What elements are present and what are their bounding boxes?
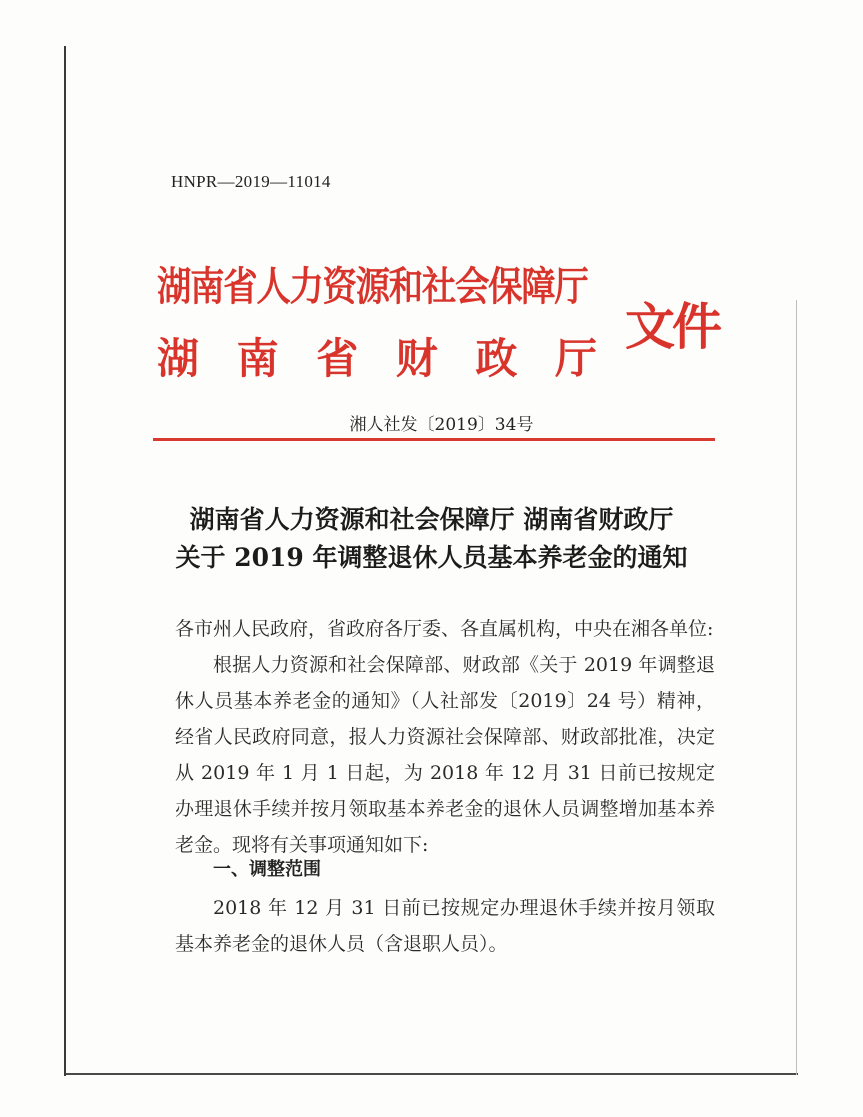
header-suffix-wenjian: 文件 xyxy=(625,298,719,356)
document-number: 湘人社发〔2019〕34号 xyxy=(349,415,534,435)
file-code: HNPR—2019—11014 xyxy=(171,172,331,191)
issuer-char: 南 xyxy=(236,334,279,383)
body-paragraph-1: 根据人力资源和社会保障部、财政部《关于 2019 年调整退休人员基本养老金的通知》（人社部发〔2019〕24 号）精神，经省人民政府同意，报人力资源社会保障部、财政部批准，决定从 2019 年 1 月 1 日起，为 2018 年 12 月 31 日前已按规定办理退休手续并按月领取基本养老金的退休人员调整增加基本养老金。现将有关事项通知如下: xyxy=(175,654,715,856)
issuer-char: 厅 xyxy=(554,334,597,383)
document-title-line1: 湖南省人力资源和社会保障厅 湖南省财政厅 xyxy=(189,505,674,534)
body-paragraph-scope: 2018 年 12 月 31 日前已按规定办理退休手续并按月领取基本养老金的退休人员（含退职人员）。 xyxy=(175,897,715,955)
issuer-char: 政 xyxy=(475,334,518,383)
section-heading-scope: 一、调整范围 xyxy=(213,859,321,880)
page-edge-bottom xyxy=(66,1073,798,1075)
issuer-char: 湖 xyxy=(157,334,200,383)
issuer-char: 省 xyxy=(316,334,359,383)
document-title-line2: 关于 2019 年调整退休人员基本养老金的通知 xyxy=(175,543,688,572)
issuer-name-line2 xyxy=(157,326,597,386)
issuer-char: 财 xyxy=(395,334,438,383)
salutation: 各市州人民政府，省政府各厅委、各直属机构，中央在湘各单位: xyxy=(175,618,714,640)
issuer-name-line1: 湖南省人力资源和社会保障厅 xyxy=(157,264,588,310)
red-divider-rule xyxy=(153,438,715,441)
